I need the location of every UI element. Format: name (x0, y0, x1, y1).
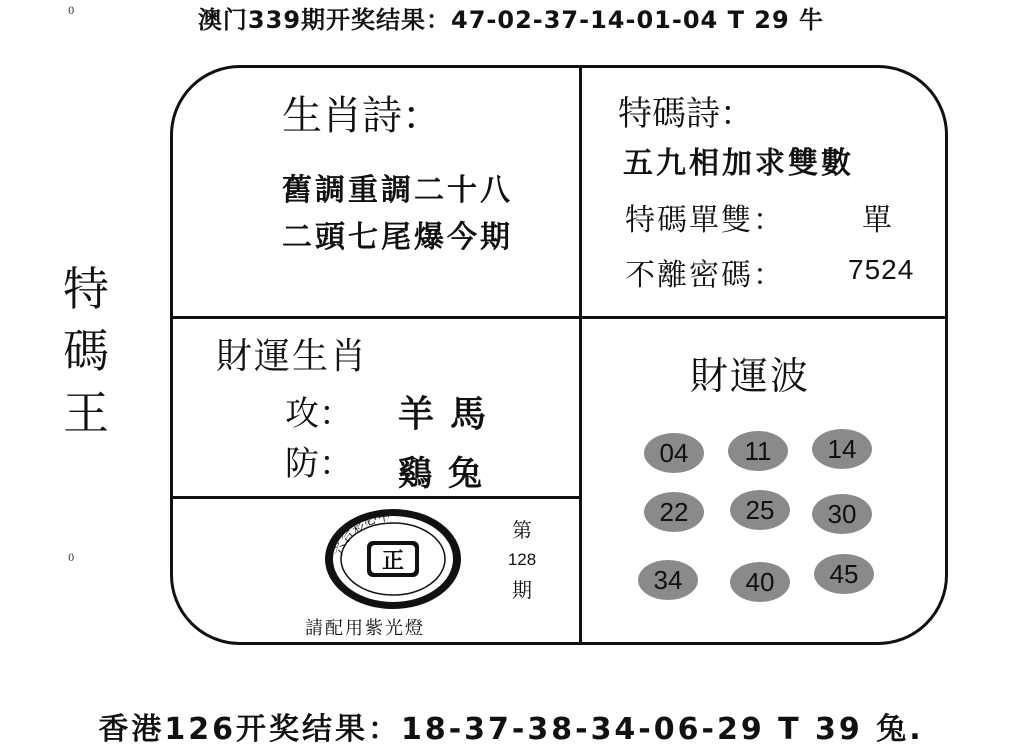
special-poem-title: 特碼詩： (618, 94, 754, 134)
issue-suffix: 期 (512, 578, 532, 602)
defend-label: 防： (285, 444, 353, 484)
side-title-char: 碼 (63, 324, 109, 378)
never-leave-value: 7524 (848, 254, 915, 285)
vertical-divider (579, 66, 582, 644)
wave-ball: 11 (728, 431, 788, 471)
wave-ball: 45 (814, 554, 874, 594)
wave-ball: 34 (638, 560, 698, 600)
zodiac-poem-line1: 舊調重調二十八 (282, 173, 513, 208)
wave-ball: 22 (644, 492, 704, 532)
wave-ball: 25 (730, 490, 790, 530)
corner-mark-top: 0 (68, 6, 75, 17)
never-leave-label: 不離密碼： (625, 258, 785, 293)
side-title-char: 特 (63, 262, 109, 316)
issue-prefix: 第 (512, 518, 532, 542)
seal-ring-text: 六合彩必中 (331, 509, 392, 558)
fortune-wave-title: 財運波 (690, 354, 811, 398)
issue-number: 128 (507, 550, 537, 569)
attack-value: 羊馬 (398, 394, 503, 435)
defend-value: 鷄兔 (398, 454, 498, 494)
top-result-banner: 澳门339期开奖结果：47-02-37-14-01-04 T 29 牛 (197, 6, 825, 34)
stamp-note: 請配用紫光燈 (305, 618, 425, 639)
seal-stamp (323, 507, 463, 611)
seal-center-char: 正 (381, 548, 405, 574)
wave-ball: 14 (812, 429, 872, 469)
wave-ball: 04 (644, 433, 704, 473)
odd-even-value: 單 (862, 203, 892, 238)
odd-even-label: 特碼單雙： (625, 203, 785, 238)
bottom-result-banner: 香港126开奖结果：18-37-38-34-06-29 T 39 兔. (98, 712, 924, 747)
issue-block (502, 515, 542, 605)
special-poem-line: 五九相加求雙數 (623, 146, 854, 181)
wave-ball: 40 (730, 562, 790, 602)
attack-label: 攻： (285, 394, 353, 434)
horizontal-divider-upper (172, 316, 947, 319)
corner-mark-bottom: 0 (68, 553, 75, 564)
side-title (50, 258, 122, 444)
wave-ball: 30 (812, 494, 872, 534)
zodiac-poem-title: 生肖詩： (282, 93, 442, 139)
zodiac-poem-line2: 二頭七尾爆今期 (282, 220, 513, 255)
side-title-char: 王 (63, 386, 109, 440)
horizontal-divider-lower (172, 496, 580, 499)
fortune-zodiac-title: 財運生肖 (216, 336, 369, 377)
